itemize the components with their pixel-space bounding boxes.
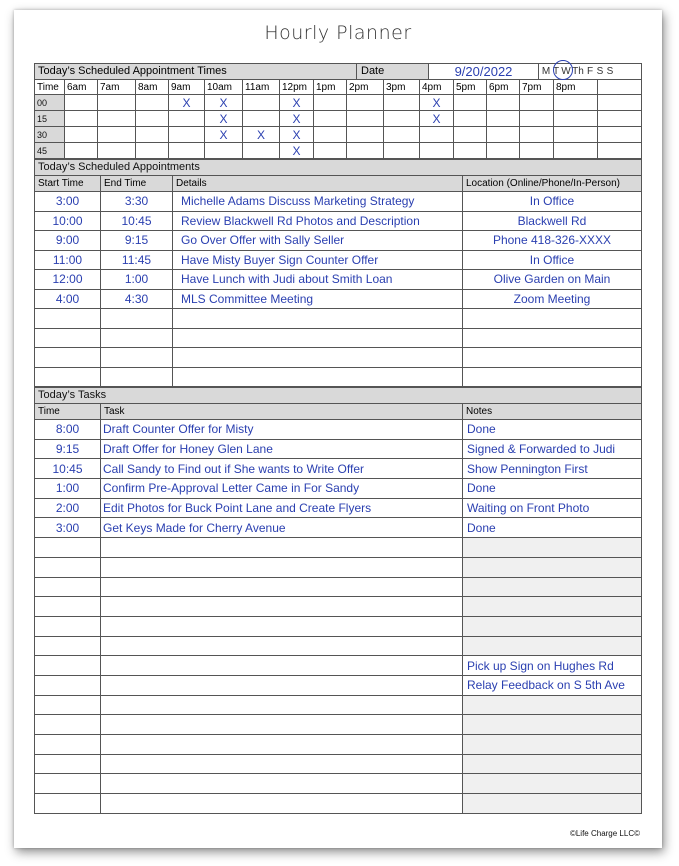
time-slot-cell[interactable]: X [169,95,205,111]
time-slot-cell[interactable] [520,95,554,111]
appointment-end-time[interactable] [101,309,173,329]
task-row [35,774,642,794]
task-row [35,577,642,597]
planner-page [14,10,662,848]
appointment-location[interactable] [463,309,642,329]
appointment-end-time[interactable]: 4:30 [101,289,173,309]
time-slot-cell[interactable] [420,143,454,159]
appointment-details[interactable] [173,348,463,368]
weekday-5[interactable]: S [596,66,604,77]
task-time[interactable] [35,774,101,794]
time-slot-cell[interactable] [487,143,520,159]
task-description[interactable]: Draft Counter Offer for Misty [101,420,463,440]
task-row [35,597,642,617]
appointment-row [35,328,642,348]
task-notes[interactable] [463,597,642,617]
time-slot-cell[interactable] [169,127,205,143]
task-notes[interactable] [463,538,642,558]
time-slot-cell[interactable] [243,143,280,159]
time-slot-cell[interactable] [136,95,169,111]
task-description[interactable] [101,675,463,695]
time-slot-cell[interactable] [598,111,642,127]
appointment-details[interactable]: Have Lunch with Judi about Smith Loan [173,270,463,290]
hour-header: 6pm [487,80,520,95]
appointments-table [34,175,642,387]
time-slot-cell[interactable] [98,143,136,159]
appointment-location[interactable]: Olive Garden on Main [463,270,642,290]
time-slot-cell[interactable] [98,95,136,111]
task-time[interactable] [35,754,101,774]
time-slot-cell[interactable] [598,143,642,159]
hour-header: 8am [136,80,169,95]
task-description[interactable] [101,577,463,597]
appointment-start-time[interactable]: 3:00 [35,192,101,212]
task-description[interactable] [101,735,463,755]
time-slot-cell[interactable] [554,143,598,159]
hour-header: 7am [98,80,136,95]
time-slot-cell[interactable] [554,111,598,127]
schedule-heading: Today’s Scheduled Appointment Times [35,64,357,79]
quarter-hour-row [35,143,642,159]
task-notes[interactable] [463,616,642,636]
task-notes[interactable]: Pick up Sign on Hughes Rd [463,656,642,676]
appointment-row [35,211,642,231]
appointment-end-time[interactable]: 1:00 [101,270,173,290]
hour-header: 4pm [420,80,454,95]
appointment-row [35,348,642,368]
task-description[interactable] [101,616,463,636]
task-row [35,715,642,735]
appointment-row [35,289,642,309]
hour-header: 12pm [280,80,314,95]
appointment-details[interactable]: Review Blackwell Rd Photos and Description [173,211,463,231]
time-column-header: Time [35,80,65,95]
time-slot-cell[interactable] [205,143,243,159]
weekday-selector [539,64,641,79]
appointments-column-header: Start Time [35,176,101,192]
appointments-column-header: Location (Online/Phone/In-Person) [463,176,642,192]
time-slot-cell[interactable] [420,127,454,143]
appointment-end-time[interactable] [101,367,173,387]
task-notes[interactable] [463,577,642,597]
quarter-hour-label: 15 [35,111,65,127]
appointments-column-header: End Time [101,176,173,192]
appointment-details[interactable]: Michelle Adams Discuss Marketing Strategy [173,192,463,212]
time-slot-cell[interactable] [384,111,420,127]
schedule-header [34,63,642,79]
hour-header: 2pm [347,80,384,95]
task-notes[interactable] [463,695,642,715]
tasks-column-header: Task [101,404,463,420]
task-time[interactable] [35,675,101,695]
task-time[interactable] [35,794,101,814]
time-slot-cell[interactable] [314,95,347,111]
hour-header: 5pm [454,80,487,95]
time-slot-cell[interactable] [136,111,169,127]
hourly-grid [34,79,642,159]
appointments-column-header: Details [173,176,463,192]
task-row [35,557,642,577]
task-time[interactable] [35,538,101,558]
tasks-heading: Today’s Tasks [34,387,642,403]
time-slot-cell[interactable] [454,143,487,159]
time-slot-cell[interactable] [65,143,98,159]
task-description[interactable] [101,557,463,577]
weekday-2[interactable]: W [561,66,571,77]
weekday-0[interactable]: M [541,66,551,77]
appointment-start-time[interactable]: 12:00 [35,270,101,290]
task-row [35,498,642,518]
time-slot-cell[interactable] [98,127,136,143]
hour-header: 11am [243,80,280,95]
appointment-start-time[interactable]: 9:00 [35,231,101,251]
task-notes[interactable]: Relay Feedback on S 5th Ave [463,675,642,695]
time-slot-cell[interactable] [520,127,554,143]
time-slot-cell[interactable] [598,95,642,111]
task-time[interactable] [35,616,101,636]
time-slot-cell[interactable] [554,127,598,143]
tasks-column-header: Notes [463,404,642,420]
date-label: Date [357,64,429,79]
task-time[interactable] [35,577,101,597]
time-slot-cell[interactable] [520,143,554,159]
task-time[interactable] [35,695,101,715]
task-description[interactable]: Get Keys Made for Cherry Avenue [101,518,463,538]
time-slot-cell[interactable]: X [243,127,280,143]
appointment-details[interactable] [173,328,463,348]
tasks-table [34,403,642,814]
appointment-start-time[interactable]: 4:00 [35,289,101,309]
task-row [35,794,642,814]
task-notes[interactable] [463,774,642,794]
task-notes[interactable] [463,754,642,774]
task-notes[interactable]: Done [463,420,642,440]
time-slot-cell[interactable] [487,111,520,127]
task-time[interactable]: 9:15 [35,439,101,459]
appointment-start-time[interactable] [35,328,101,348]
hour-header: 10am [205,80,243,95]
time-slot-cell[interactable] [554,95,598,111]
time-slot-cell[interactable] [347,143,384,159]
time-slot-cell[interactable] [384,95,420,111]
appointment-row [35,250,642,270]
appointment-start-time[interactable] [35,367,101,387]
tasks-column-header: Time [35,404,101,420]
time-slot-cell[interactable] [65,95,98,111]
time-slot-cell[interactable]: X [420,95,454,111]
time-slot-cell[interactable]: X [280,127,314,143]
time-slot-cell[interactable] [136,143,169,159]
copyright-notice: ©Life Charge LLC© [569,829,640,838]
task-description[interactable]: Call Sandy to Find out if She wants to Write Offer [101,459,463,479]
time-slot-cell[interactable] [65,127,98,143]
appointment-end-time[interactable]: 3:30 [101,192,173,212]
appointments-heading: Today’s Scheduled Appointments [34,159,642,175]
task-row [35,735,642,755]
weekday-3[interactable]: Th [572,66,584,77]
time-slot-cell[interactable] [520,111,554,127]
time-slot-cell[interactable] [487,95,520,111]
appointment-location[interactable] [463,348,642,368]
task-time[interactable] [35,636,101,656]
hour-header: 1pm [314,80,347,95]
task-description[interactable] [101,715,463,735]
task-row [35,459,642,479]
task-row [35,675,642,695]
time-slot-cell[interactable]: X [205,127,243,143]
task-notes[interactable]: Signed & Forwarded to Judi [463,439,642,459]
hour-header-blank [598,80,642,95]
task-description[interactable] [101,656,463,676]
task-notes[interactable] [463,794,642,814]
appointment-details[interactable] [173,367,463,387]
task-notes[interactable]: Show Pennington First [463,459,642,479]
appointment-end-time[interactable]: 10:45 [101,211,173,231]
appointment-end-time[interactable] [101,348,173,368]
task-description[interactable] [101,794,463,814]
appointment-start-time[interactable]: 10:00 [35,211,101,231]
quarter-hour-label: 45 [35,143,65,159]
time-slot-cell[interactable] [98,111,136,127]
planner-sheet [34,63,642,814]
selected-day-circle [553,60,573,80]
time-slot-cell[interactable] [136,127,169,143]
task-description[interactable] [101,636,463,656]
quarter-hour-label: 00 [35,95,65,111]
appointment-location[interactable]: Zoom Meeting [463,289,642,309]
quarter-hour-label: 30 [35,127,65,143]
time-slot-cell[interactable] [454,111,487,127]
task-description[interactable] [101,597,463,617]
task-description[interactable]: Edit Photos for Buck Point Lane and Create Flyers [101,498,463,518]
task-notes[interactable] [463,557,642,577]
weekday-4[interactable]: F [586,66,594,77]
date-value[interactable]: 9/20/2022 [429,64,539,79]
task-notes[interactable] [463,735,642,755]
time-slot-cell[interactable]: X [420,111,454,127]
task-notes[interactable] [463,636,642,656]
time-slot-cell[interactable]: X [205,111,243,127]
appointment-location[interactable] [463,367,642,387]
time-slot-cell[interactable]: X [280,143,314,159]
weekday-1[interactable]: T [552,66,560,77]
appointment-row [35,270,642,290]
time-slot-cell[interactable] [314,111,347,127]
time-slot-cell[interactable] [314,127,347,143]
task-row [35,538,642,558]
appointment-location[interactable]: Phone 418-326-XXXX [463,231,642,251]
task-description[interactable] [101,538,463,558]
task-description[interactable] [101,774,463,794]
task-row [35,420,642,440]
task-notes[interactable]: Done [463,518,642,538]
task-description[interactable] [101,695,463,715]
time-slot-cell[interactable] [384,127,420,143]
time-slot-cell[interactable]: X [205,95,243,111]
appointment-location[interactable] [463,328,642,348]
appointment-details[interactable]: MLS Committee Meeting [173,289,463,309]
task-notes[interactable] [463,715,642,735]
appointment-end-time[interactable]: 9:15 [101,231,173,251]
time-slot-cell[interactable] [454,95,487,111]
time-slot-cell[interactable] [314,143,347,159]
task-description[interactable] [101,754,463,774]
time-slot-cell[interactable] [65,111,98,127]
task-row [35,518,642,538]
appointment-details[interactable] [173,309,463,329]
time-slot-cell[interactable] [347,127,384,143]
task-notes[interactable]: Done [463,479,642,499]
quarter-hour-row [35,95,642,111]
time-slot-cell[interactable] [598,127,642,143]
task-row [35,616,642,636]
time-slot-cell[interactable] [454,127,487,143]
time-slot-cell[interactable] [243,95,280,111]
appointment-location[interactable]: In Office [463,192,642,212]
quarter-hour-row [35,111,642,127]
appointment-details[interactable]: Go Over Offer with Sally Seller [173,231,463,251]
task-row [35,479,642,499]
task-time[interactable]: 1:00 [35,479,101,499]
appointment-row [35,309,642,329]
task-row [35,439,642,459]
appointment-start-time[interactable] [35,348,101,368]
time-slot-cell[interactable] [243,111,280,127]
page-title: Hourly Planner [264,22,412,44]
time-slot-cell[interactable] [169,143,205,159]
task-description[interactable]: Draft Offer for Honey Glen Lane [101,439,463,459]
task-row [35,656,642,676]
time-slot-cell[interactable] [384,143,420,159]
time-slot-cell[interactable]: X [280,95,314,111]
hour-header: 8pm [554,80,598,95]
time-slot-cell[interactable] [347,111,384,127]
appointment-row [35,367,642,387]
time-slot-cell[interactable] [487,127,520,143]
task-time[interactable]: 2:00 [35,498,101,518]
weekday-6[interactable]: S [606,66,614,77]
task-time[interactable] [35,557,101,577]
appointment-start-time[interactable]: 11:00 [35,250,101,270]
task-notes[interactable]: Waiting on Front Photo [463,498,642,518]
appointment-details[interactable]: Have Misty Buyer Sign Counter Offer [173,250,463,270]
task-time[interactable] [35,735,101,755]
quarter-hour-row [35,127,642,143]
task-time[interactable]: 3:00 [35,518,101,538]
hour-header: 9am [169,80,205,95]
hour-header: 7pm [520,80,554,95]
task-time[interactable] [35,656,101,676]
appointment-row [35,192,642,212]
task-row [35,695,642,715]
time-slot-cell[interactable] [169,111,205,127]
task-time[interactable] [35,715,101,735]
task-time[interactable]: 10:45 [35,459,101,479]
appointment-end-time[interactable]: 11:45 [101,250,173,270]
task-row [35,636,642,656]
time-slot-cell[interactable]: X [280,111,314,127]
task-time[interactable]: 8:00 [35,420,101,440]
hour-header: 3pm [384,80,420,95]
appointment-start-time[interactable] [35,309,101,329]
task-description[interactable]: Confirm Pre-Approval Letter Came in For Sandy [101,479,463,499]
hour-header: 6am [65,80,98,95]
appointment-row [35,231,642,251]
task-row [35,754,642,774]
appointment-location[interactable]: Blackwell Rd [463,211,642,231]
appointment-location[interactable]: In Office [463,250,642,270]
time-slot-cell[interactable] [347,95,384,111]
task-time[interactable] [35,597,101,617]
appointment-end-time[interactable] [101,328,173,348]
